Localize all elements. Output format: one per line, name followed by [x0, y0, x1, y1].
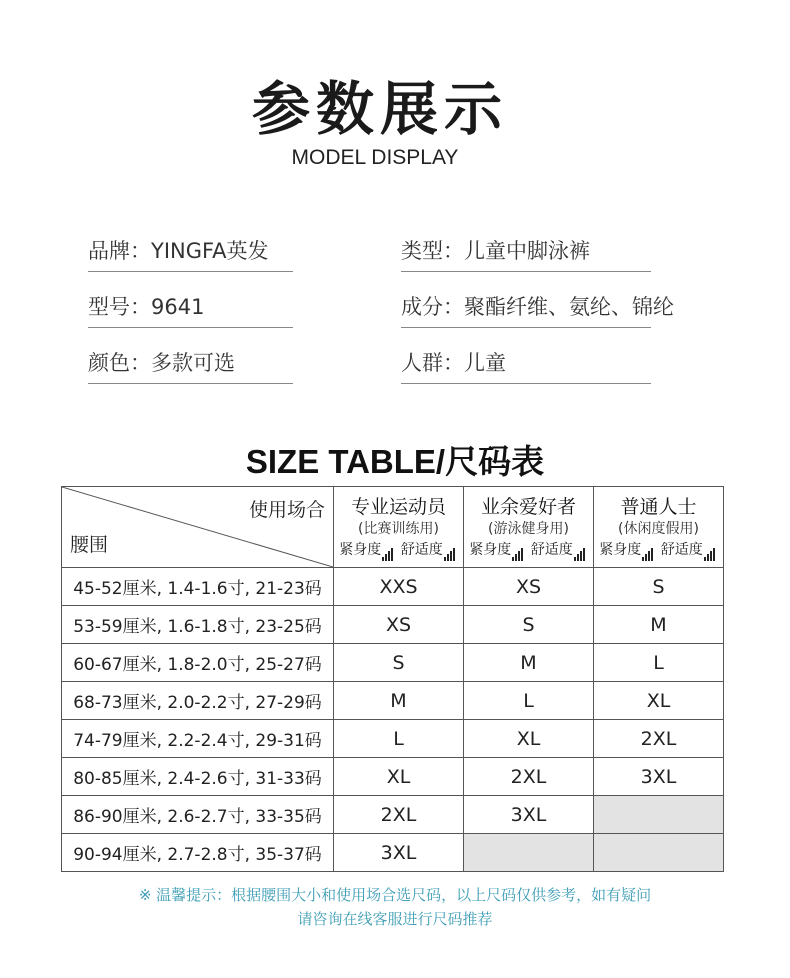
- corner-occasion-label: 使用场合: [248, 499, 325, 521]
- signal-bars-icon: [443, 539, 455, 561]
- occasion-scale: [464, 539, 593, 561]
- size-cell: M: [464, 644, 594, 682]
- waist-cell: 86-90厘米, 2.6-2.7寸, 33-35码: [62, 796, 334, 834]
- occasion-header-amateur: [464, 487, 594, 568]
- size-cell: 3XL: [464, 796, 594, 834]
- spec-type: 类型：儿童中脚泳裤: [401, 230, 651, 272]
- spec-color: 颜色：多款可选: [88, 342, 293, 384]
- empty-size-cell: [594, 834, 724, 872]
- size-cell: XS: [464, 568, 594, 606]
- table-row: [62, 606, 724, 644]
- comfort-label: 舒适度: [660, 542, 703, 558]
- empty-size-cell: [464, 834, 594, 872]
- occasion-title: 业余爱好者: [480, 496, 576, 518]
- occasion-note: (比赛训练用): [358, 521, 439, 537]
- size-cell: XL: [464, 720, 594, 758]
- tip-line-2: 请咨询在线客服进行尺码推荐: [297, 910, 493, 928]
- tip-line-1: ※ 温馨提示：根据腰围大小和使用场合选尺码，以上尺码仅供参考，如有疑问: [138, 886, 652, 904]
- occasion-scale: [594, 539, 723, 561]
- size-cell: M: [594, 606, 724, 644]
- spec-brand: 品牌：YINGFA英发: [88, 230, 293, 272]
- signal-bars-icon: [641, 539, 653, 561]
- occasion-scale: [334, 539, 463, 561]
- waist-cell: 60-67厘米, 1.8-2.0寸, 25-27码: [62, 644, 334, 682]
- waist-cell: 90-94厘米, 2.7-2.8寸, 35-37码: [62, 834, 334, 872]
- signal-bars-icon: [573, 539, 585, 561]
- occasion-title: 普通人士: [620, 496, 697, 518]
- size-cell: 2XL: [594, 720, 724, 758]
- size-cell: XL: [594, 682, 724, 720]
- table-row: [62, 834, 724, 872]
- tightness-label: 紧身度: [469, 542, 512, 558]
- table-row: [62, 682, 724, 720]
- corner-waist-label: 腰围: [70, 534, 109, 556]
- occasion-header-professional: [334, 487, 464, 568]
- occasion-note: (休闲度假用): [618, 521, 699, 537]
- size-table: [61, 486, 724, 872]
- waist-cell: 80-85厘米, 2.4-2.6寸, 31-33码: [62, 758, 334, 796]
- size-cell: L: [334, 720, 464, 758]
- waist-cell: 68-73厘米, 2.0-2.2寸, 27-29码: [62, 682, 334, 720]
- waist-cell: 45-52厘米, 1.4-1.6寸, 21-23码: [62, 568, 334, 606]
- size-cell: L: [594, 644, 724, 682]
- occasion-title: 专业运动员: [350, 496, 446, 518]
- comfort-label: 舒适度: [400, 542, 443, 558]
- signal-bars-icon: [381, 539, 393, 561]
- tightness-label: 紧身度: [339, 542, 382, 558]
- size-cell: S: [334, 644, 464, 682]
- table-row: [62, 568, 724, 606]
- waist-cell: 53-59厘米, 1.6-1.8寸, 23-25码: [62, 606, 334, 644]
- size-cell: 2XL: [464, 758, 594, 796]
- occasion-note: (游泳健身用): [488, 521, 569, 537]
- spec-audience: 人群：儿童: [401, 342, 651, 384]
- size-cell: 2XL: [334, 796, 464, 834]
- page-subtitle: MODEL DISPLAY: [291, 146, 459, 169]
- occasion-header-casual: [594, 487, 724, 568]
- spec-material: 成分：聚酯纤维、氨纶、锦纶: [401, 286, 651, 328]
- page-title: 参数展示: [251, 75, 508, 143]
- size-cell: XL: [334, 758, 464, 796]
- size-cell: 3XL: [594, 758, 724, 796]
- table-row: [62, 644, 724, 682]
- size-table-body: [62, 568, 724, 872]
- size-table-header-row: [62, 487, 724, 568]
- size-cell: 3XL: [334, 834, 464, 872]
- size-table-corner-cell: [62, 487, 334, 568]
- size-cell: M: [334, 682, 464, 720]
- size-cell: XXS: [334, 568, 464, 606]
- signal-bars-icon: [511, 539, 523, 561]
- size-table-heading: SIZE TABLE/尺码表: [245, 443, 545, 480]
- table-row: [62, 796, 724, 834]
- comfort-label: 舒适度: [530, 542, 573, 558]
- table-row: [62, 720, 724, 758]
- empty-size-cell: [594, 796, 724, 834]
- tightness-label: 紧身度: [599, 542, 642, 558]
- waist-cell: 74-79厘米, 2.2-2.4寸, 29-31码: [62, 720, 334, 758]
- spec-model: 型号：9641: [88, 286, 293, 328]
- size-cell: S: [464, 606, 594, 644]
- size-cell: XS: [334, 606, 464, 644]
- table-row: [62, 758, 724, 796]
- size-cell: S: [594, 568, 724, 606]
- signal-bars-icon: [703, 539, 715, 561]
- size-cell: L: [464, 682, 594, 720]
